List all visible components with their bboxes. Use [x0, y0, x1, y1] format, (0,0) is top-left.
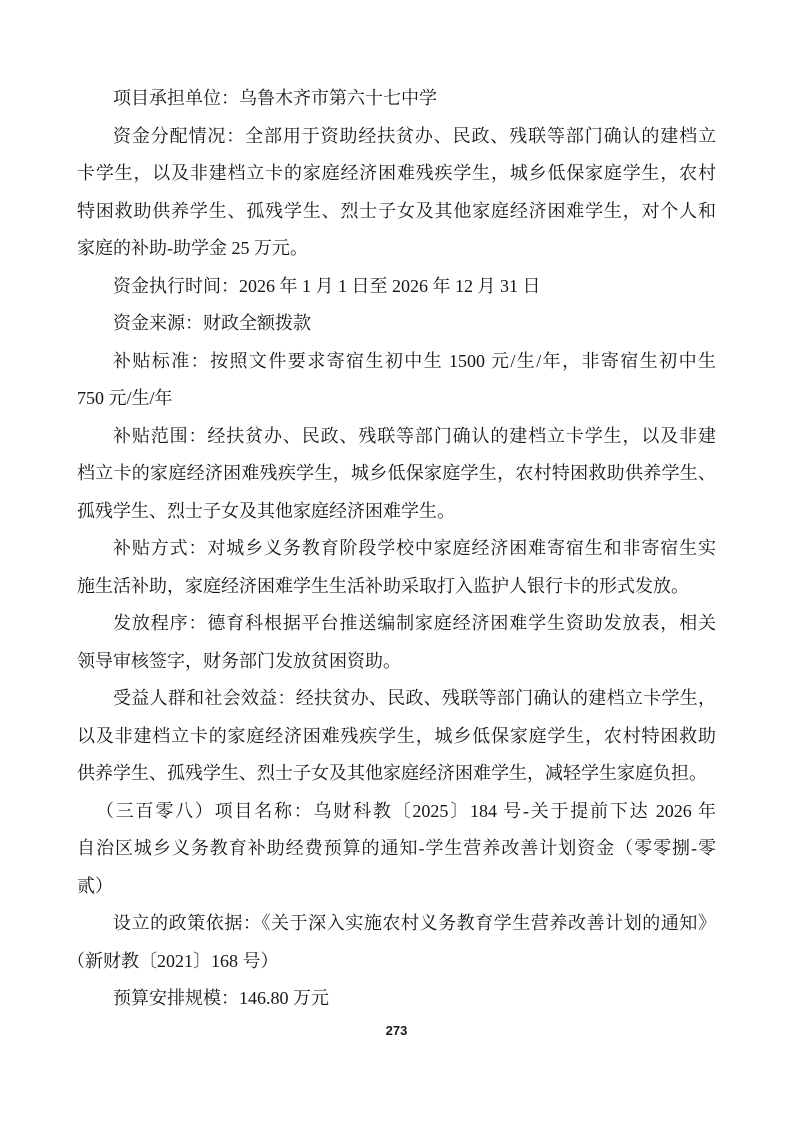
text-line: 预算安排规模：146.80 万元 — [113, 988, 329, 1008]
text-line: 受益人群和社会效益：经扶贫办、民政、残联等部门确认的建档立卡学生， — [113, 688, 716, 708]
text-line: 补贴标准：按照文件要求寄宿生初中生 1500 元/生/年，非寄宿生初中生 — [113, 350, 716, 371]
text-line: 卡学生，以及非建档立卡的家庭经济困难残疾学生，城乡低保家庭学生，农村 — [77, 163, 716, 183]
text-line: （新财教〔2021〕168 号） — [67, 950, 279, 971]
text-line: 施生活补助，家庭经济困难学生生活补助采取打入监护人银行卡的形式发放。 — [77, 575, 689, 596]
page-number: 273 — [385, 1023, 408, 1038]
text-line: 补贴范围：经扶贫办、民政、残联等部门确认的建档立卡学生，以及非建 — [113, 425, 716, 446]
text-line: 750 元/生/年 — [77, 388, 173, 408]
text-line: 自治区城乡义务教育补助经费预算的通知-学生营养改善计划资金（零零捌-零 — [77, 838, 716, 858]
text-line: 孤残学生、烈士子女及其他家庭经济困难学生。 — [77, 500, 455, 521]
document-body — [67, 80, 716, 1018]
text-line: 领导审核签字，财务部门发放贫困资助。 — [77, 650, 401, 671]
text-line: 档立卡的家庭经济困难残疾学生，城乡低保家庭学生，农村特困救助供养学生、 — [77, 463, 716, 483]
text-line: 设立的政策依据：《关于深入实施农村义务教育学生营养改善计划的通知》 — [113, 913, 716, 933]
text-line: 以及非建档立卡的家庭经济困难残疾学生，城乡低保家庭学生，农村特困救助 — [77, 725, 716, 746]
text-line: 贰） — [77, 875, 113, 896]
text-line: 项目承担单位：乌鲁木齐市第六十七中学 — [113, 88, 437, 108]
text-line: 资金来源：财政全额拨款 — [113, 313, 311, 333]
text-line: 发放程序：德育科根据平台推送编制家庭经济困难学生资助发放表，相关 — [113, 613, 716, 633]
text-line: 资金分配情况：全部用于资助经扶贫办、民政、残联等部门确认的建档立 — [113, 125, 716, 146]
text-line: （三百零八）项目名称：乌财科教〔2025〕184 号-关于提前下达 2026 年 — [96, 800, 716, 821]
text-line: 家庭的补助-助学金 25 万元。 — [77, 238, 308, 258]
text-line: 资金执行时间：2026 年 1 月 1 日至 2026 年 12 月 31 日 — [113, 275, 541, 296]
text-line: 补贴方式：对城乡义务教育阶段学校中家庭经济困难寄宿生和非寄宿生实 — [113, 538, 716, 558]
text-line: 供养学生、孤残学生、烈士子女及其他家庭经济困难学生，减轻学生家庭负担。 — [77, 763, 707, 783]
text-line: 特困救助供养学生、孤残学生、烈士子女及其他家庭经济困难学生，对个人和 — [77, 200, 716, 221]
